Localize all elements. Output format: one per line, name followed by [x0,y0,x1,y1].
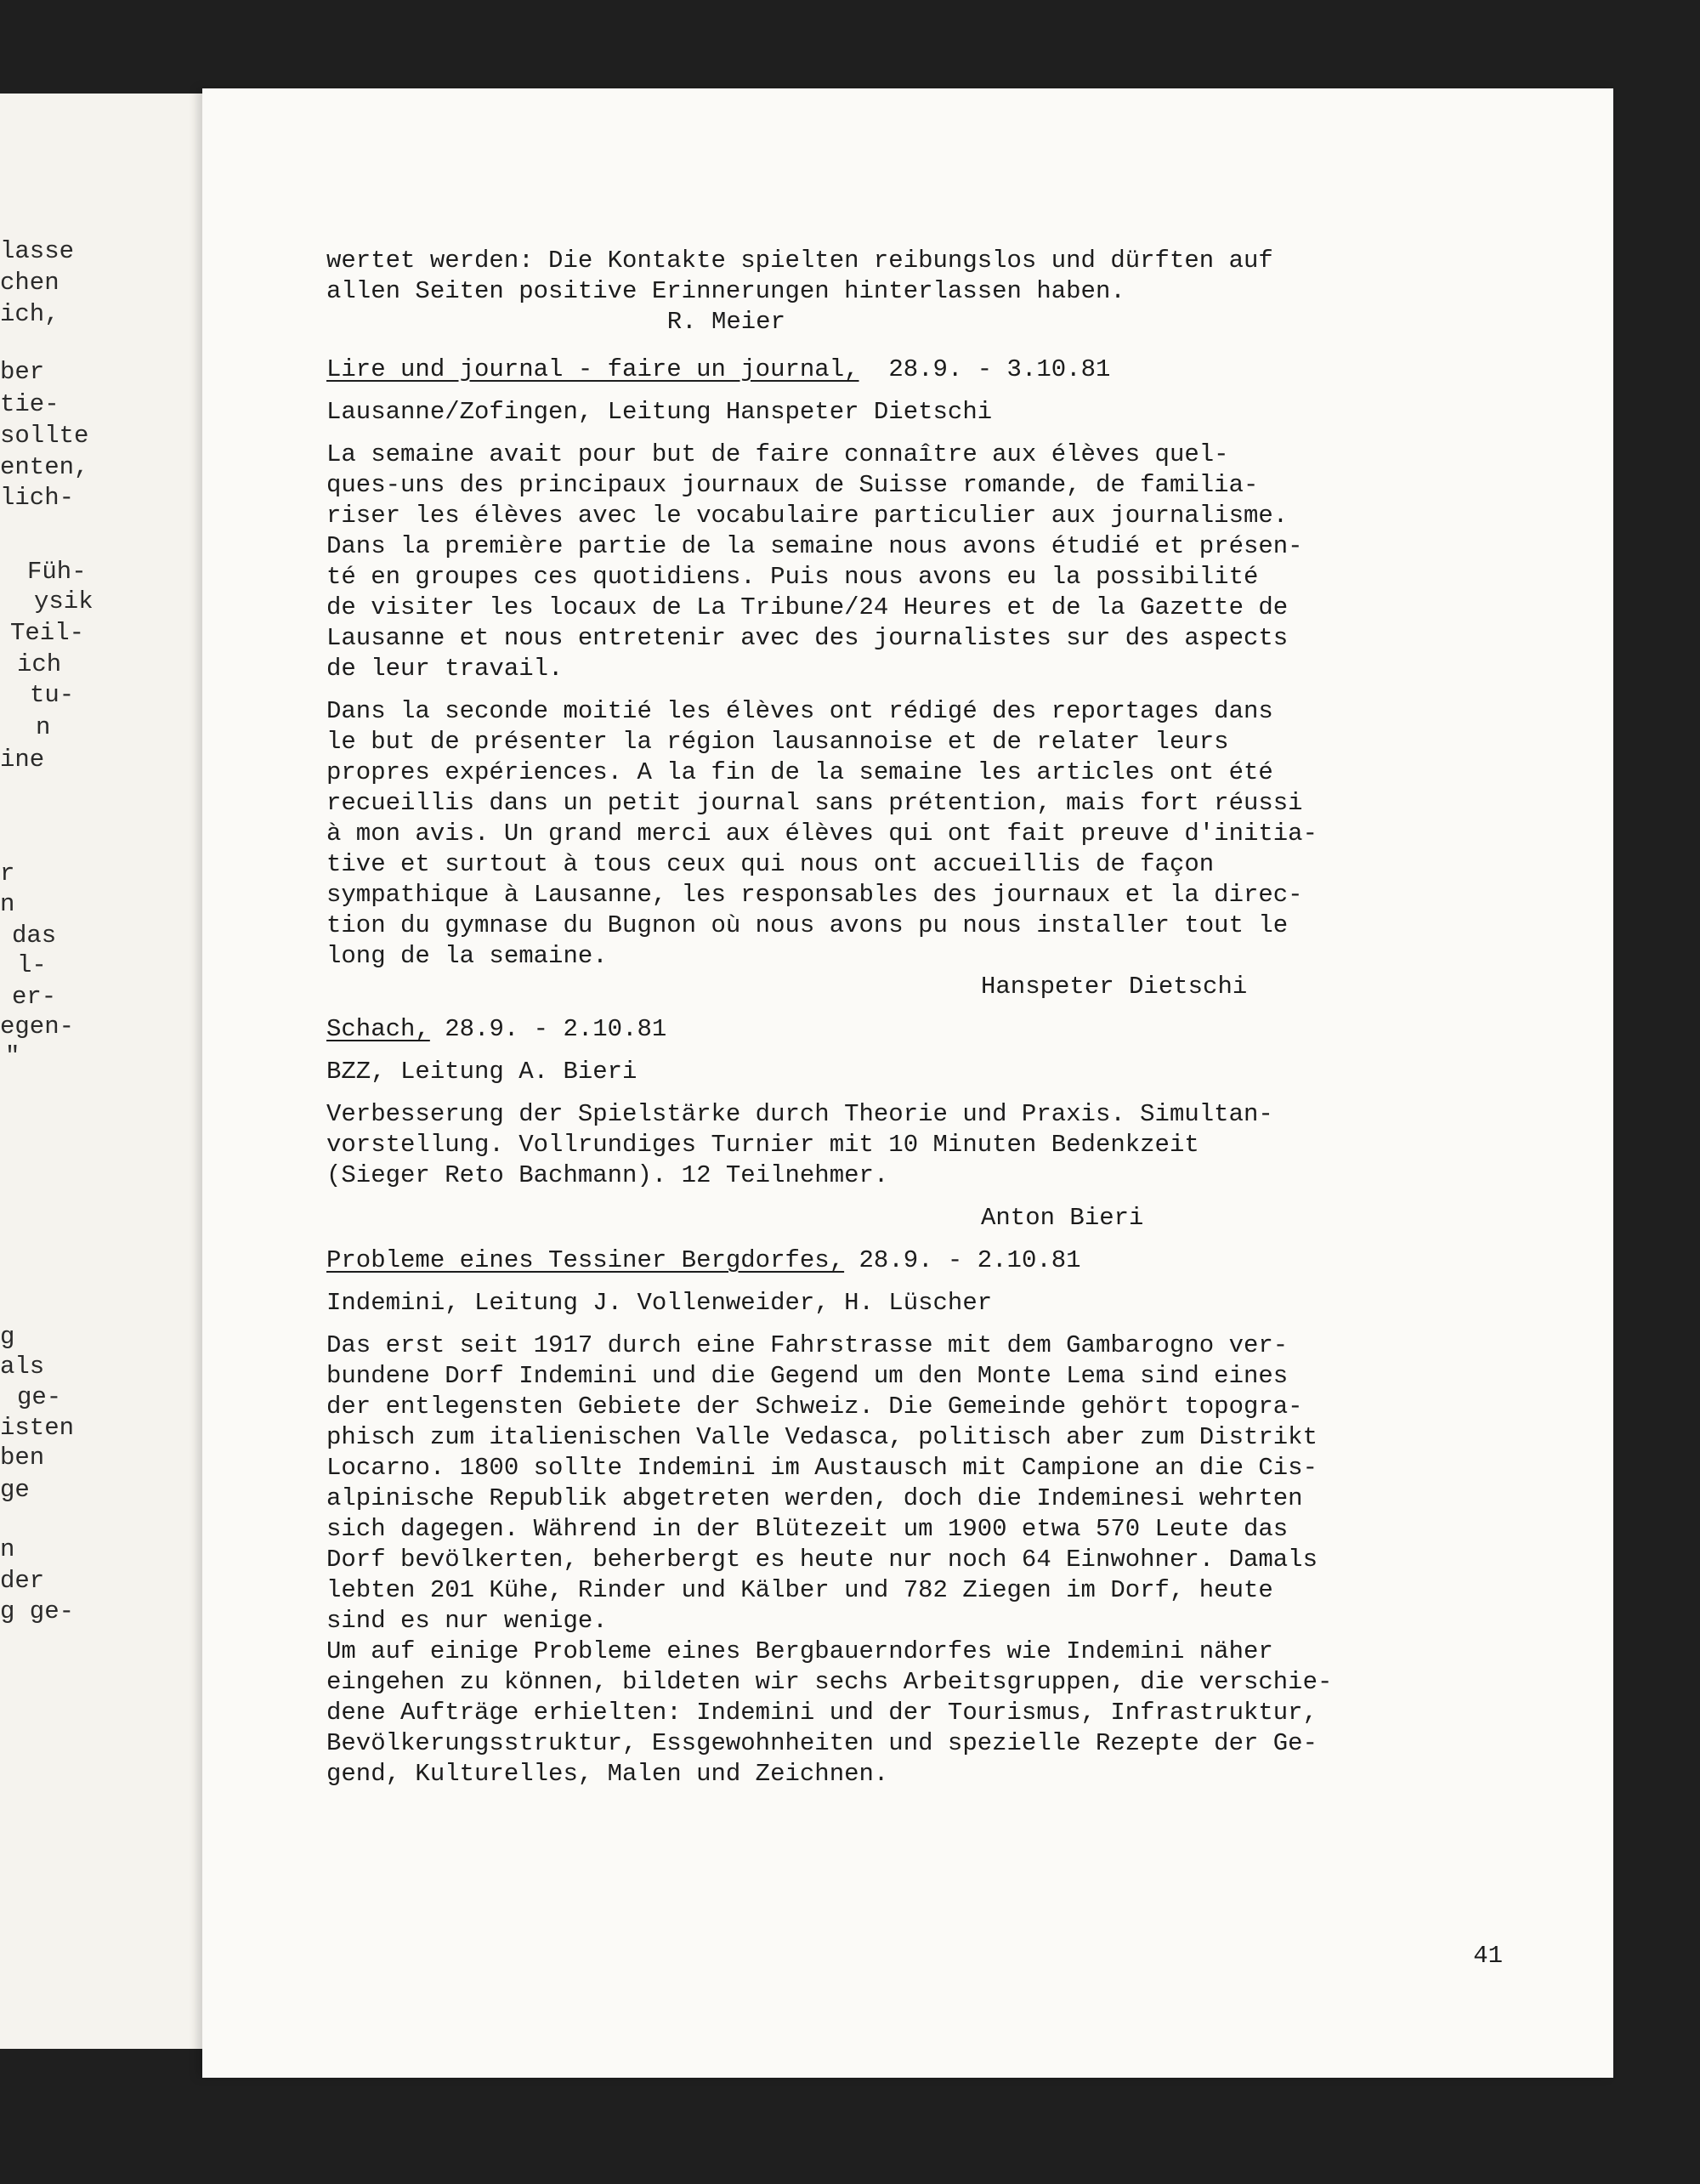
left-page-fragment: l- [17,951,47,979]
signature-dietschi: Hanspeter Dietschi [981,973,1248,1001]
text-line: sich dagegen. Während in der Blütezeit um 1900 etwa 570 Leute das [326,1515,1289,1543]
text-line: Locarno. 1800 sollte Indemini im Austausch mit Campione an die Cis- [326,1454,1318,1482]
text-line: (Sieger Reto Bachmann). 12 Teilnehmer. [326,1161,889,1189]
section-dates: 28.9. - 3.10.81 [888,355,1111,383]
text-line: sind es nur wenige. [326,1607,608,1635]
section-title: Lire und journal - faire un journal, [326,355,859,383]
text-line: allen Seiten positive Erinnerungen hinterlassen haben. [326,277,1125,305]
left-page-fragment: der [0,1567,45,1595]
left-page-fragment: ine [0,746,45,774]
section-heading [326,355,1499,385]
left-page-fragment: lich- [0,484,75,512]
text-line: vorstellung. Vollrundiges Turnier mit 10 Minuten Bedenkzeit [326,1131,1199,1159]
text-line: alpinische Republik abgetreten werden, doch die Indeminesi wehrten [326,1484,1303,1512]
text-line: lebten 201 Kühe, Rinder und Kälber und 782 Ziegen im Dorf, heute [326,1576,1273,1604]
text-line: long de la semaine. [326,942,608,970]
text-line: dene Aufträge erhielten: Indemini und der Tourismus, Infrastruktur, [326,1699,1318,1727]
text-line: propres expériences. A la fin de la semaine les articles ont été [326,758,1273,786]
left-page-fragment: enten, [0,453,89,481]
signature-bieri: Anton Bieri [981,1204,1144,1232]
text-line: Lausanne et nous entretenir avec des journalistes sur des aspects [326,624,1289,652]
left-page-fragment: " [5,1042,20,1070]
text-line: Um auf einige Probleme eines Bergbauerndorfes wie Indemini näher [326,1637,1273,1665]
left-page-fragment: isten [0,1414,75,1442]
section-title: Schach, [326,1015,430,1043]
text-line: recueillis dans un petit journal sans prétention, mais fort réussi [326,789,1303,817]
left-page-fragment: ge [0,1476,30,1504]
text-line: à mon avis. Un grand merci aux élèves qui ont fait preuve d'initia- [326,820,1318,848]
page-content [326,246,1499,1790]
left-page-fragment: tie- [0,390,60,418]
text-line: La semaine avait pour but de faire connaître aux élèves quel- [326,440,1229,468]
text-line: eingehen zu können, bildeten wir sechs Arbeitsgruppen, die verschie- [326,1668,1333,1696]
text-line: wertet werden: Die Kontakte spielten reibungslos und dürften auf [326,247,1273,275]
left-page-fragment: ge- [17,1383,62,1411]
section-paragraph [326,696,1499,972]
section-dates: 28.9. - 2.10.81 [858,1246,1081,1274]
left-page-fragment: als [0,1353,45,1381]
left-page-fragment: lasse [0,237,75,265]
text-line: bundene Dorf Indemini und die Gegend um den Monte Lema sind eines [326,1362,1289,1390]
left-page-fragment: chen [0,269,60,297]
left-page-fragment: tu- [30,681,75,709]
text-line: le but de présenter la région lausannoise et de relater leurs [326,728,1229,756]
text-line: Dans la première partie de la semaine nous avons étudié et présen- [326,532,1303,560]
section-title: Probleme eines Tessiner Bergdorfes, [326,1246,845,1274]
left-page-fragment: n [0,1535,15,1563]
left-page-fragment: sollte [0,422,89,450]
left-page-fragment: r [0,859,15,888]
text-line: Dorf bevölkerten, beherbergt es heute nur noch 64 Einwohner. Damals [326,1546,1318,1574]
section-dates: 28.9. - 2.10.81 [445,1015,667,1043]
left-page-fragment: g ge- [0,1597,75,1625]
text-line: té en groupes ces quotidiens. Puis nous avons eu la possibilité [326,563,1259,591]
left-page-fragment: egen- [0,1013,75,1041]
left-page-fragment: g [0,1323,15,1351]
left-page-fragment: ich, [0,300,60,328]
left-page-fragment: ysik [34,587,94,615]
text-line: tive et surtout à tous ceux qui nous ont accueillis de façon [326,850,1215,878]
text-line: Das erst seit 1917 durch eine Fahrstrasse mit dem Gambarogno ver- [326,1331,1289,1359]
left-page-fragment: ben [0,1444,45,1472]
left-page-fragment: das [12,922,57,950]
section-location: BZZ, Leitung A. Bieri [326,1058,638,1086]
text-line: Bevölkerungsstruktur, Essgewohnheiten und spezielle Rezepte der Ge- [326,1729,1318,1757]
left-page-fragment: ber [0,358,45,386]
text-line: de leur travail. [326,655,564,683]
right-page [202,88,1613,2078]
left-page-fragment: Teil- [10,619,85,647]
text-line: riser les élèves avec le vocabulaire particulier aux journalisme. [326,502,1289,530]
left-page-fragment: n [36,713,51,741]
text-line: gend, Kulturelles, Malen und Zeichnen. [326,1760,889,1788]
section-heading [326,1245,1499,1276]
section-location: Indemini, Leitung J. Vollenweider, H. Lüscher [326,1289,993,1317]
text-line: sympathique à Lausanne, les responsables des journaux et la direc- [326,881,1303,909]
text-line: phisch zum italienischen Valle Vedasca, politisch aber zum Distrikt [326,1423,1318,1451]
text-line: tion du gymnase du Bugnon où nous avons pu nous installer tout le [326,911,1289,939]
section-location: Lausanne/Zofingen, Leitung Hanspeter Dietschi [326,398,993,426]
page-number: 41 [1473,1942,1503,1970]
section-heading [326,1014,1499,1045]
text-line: ques-uns des principaux journaux de Suisse romande, de familia- [326,471,1259,499]
intro-paragraph [326,246,1499,307]
signature-meier: R. Meier [666,308,785,336]
section-paragraph [326,440,1499,684]
left-page-fragment: n [0,890,15,918]
left-page-fragment: Füh- [27,558,87,586]
left-page [0,94,212,2049]
text-line: de visiter les locaux de La Tribune/24 Heures et de la Gazette de [326,593,1289,621]
section-paragraph [326,1099,1499,1191]
section-paragraph [326,1330,1499,1790]
text-line: der entlegensten Gebiete der Schweiz. Die Gemeinde gehört topogra- [326,1393,1303,1421]
left-page-fragment: ich [17,650,62,678]
left-page-fragment: er- [12,983,57,1011]
text-line: Dans la seconde moitié les élèves ont rédigé des reportages dans [326,697,1273,725]
text-line: Verbesserung der Spielstärke durch Theorie und Praxis. Simultan- [326,1100,1273,1128]
